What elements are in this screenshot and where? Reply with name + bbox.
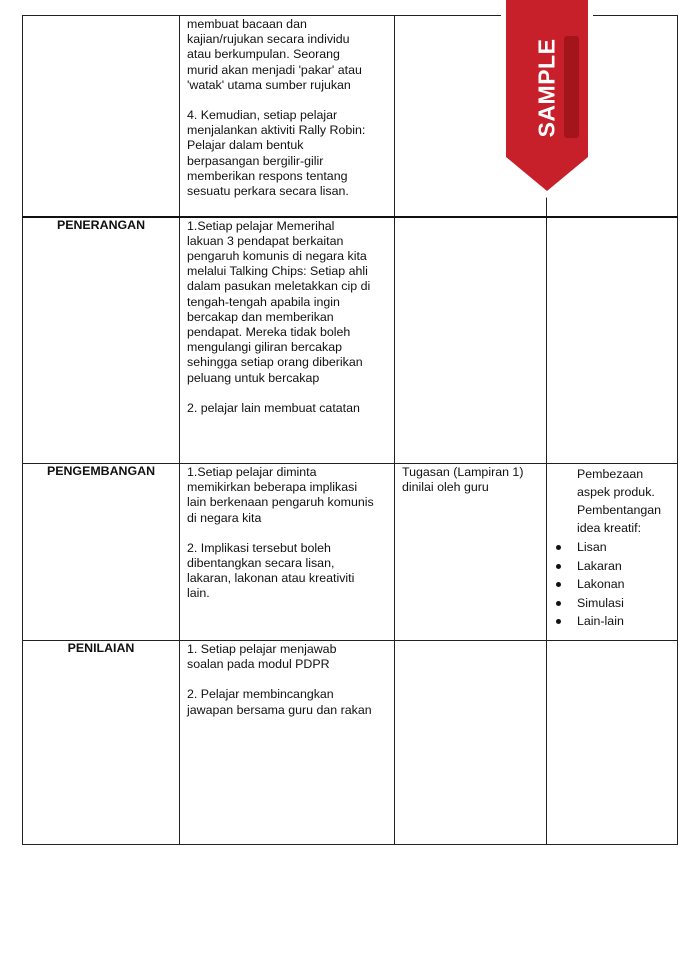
list-item xyxy=(577,575,671,594)
table-row xyxy=(23,217,678,464)
assessment-text: Tugasan (Lampiran 1) dinilai oleh guru xyxy=(402,465,524,495)
ribbon-tag xyxy=(564,36,579,138)
list-item xyxy=(577,612,671,631)
stage-cell: PENERANGAN xyxy=(23,217,180,464)
notes-cell xyxy=(547,464,678,641)
notes-list xyxy=(577,538,671,631)
list-item xyxy=(577,538,671,557)
list-item xyxy=(577,594,671,613)
list-item-label: Lain-lain xyxy=(577,614,624,629)
activity-step: 1.Setiap pelajar diminta memikirkan beberapa implikasi lain berkenaan pengaruh komunis di negara kita xyxy=(187,465,374,525)
stage-cell: PENILAIAN xyxy=(23,641,180,845)
sample-watermark xyxy=(501,0,593,198)
activity-cell xyxy=(180,464,395,641)
activity-cell xyxy=(180,217,395,464)
list-item-label: Simulasi xyxy=(577,595,624,610)
table-row xyxy=(23,464,678,641)
activity-cell xyxy=(180,16,395,217)
activity-cell xyxy=(180,641,395,845)
bullet-icon xyxy=(556,582,561,587)
bullet-icon xyxy=(556,601,561,606)
stage-cell: PENGEMBANGAN xyxy=(23,464,180,641)
list-item-label: Lakonan xyxy=(577,577,625,592)
assessment-cell xyxy=(395,464,547,641)
list-item-label: Lisan xyxy=(577,540,607,554)
activity-step: membuat bacaan dan kajian/rujukan secara individu atau berkumpulan. Seorang murid akan menjadi 'pakar' atau 'watak' utama sumber rujukan xyxy=(187,17,362,92)
bullet-icon xyxy=(556,564,561,569)
notes-intro: Pembezaan aspek produk. Pembentangan idea kreatif: xyxy=(577,467,662,535)
notes-cell xyxy=(547,641,678,845)
activity-step: 4. Kemudian, setiap pelajar menjalankan aktiviti Rally Robin: Pelajar dalam bentuk berpasangan bergilir-gilir memberikan respons tentang sesuatu perkara secara lisan. xyxy=(187,108,366,199)
stage-cell xyxy=(23,16,180,217)
activity-step: 2. Pelajar membincangkan jawapan bersama guru dan rakan xyxy=(187,687,372,717)
activity-step: 2. pelajar lain membuat catatan xyxy=(187,400,360,415)
assessment-cell xyxy=(395,217,547,464)
table-row xyxy=(23,641,678,845)
activity-step: 2. Implikasi tersebut boleh dibentangkan secara lisan, lakaran, lakonan atau kreativiti lain. xyxy=(187,540,355,601)
bullet-icon xyxy=(556,545,561,550)
assessment-cell xyxy=(395,641,547,845)
list-item xyxy=(577,557,671,576)
activity-step: 1.Setiap pelajar Memerihal lakuan 3 pendapat berkaitan pengaruh komunis di negara kita melalui Talking Chips: Setiap ahli dalam pasukan meletakkan cip di tengah-tengah apabila ingin bercakap dan memberikan pendapat. Mereka tidak boleh mengulangi giliran bercakap sehingga setiap orang diberikan peluang untuk bercakap xyxy=(187,218,371,385)
list-item-label: Lakaran xyxy=(577,558,622,573)
watermark-text: SAMPLE xyxy=(533,38,560,138)
activity-step: 1. Setiap pelajar menjawab soalan pada modul PDPR xyxy=(187,642,337,672)
notes-cell xyxy=(547,217,678,464)
bullet-icon xyxy=(556,619,561,624)
